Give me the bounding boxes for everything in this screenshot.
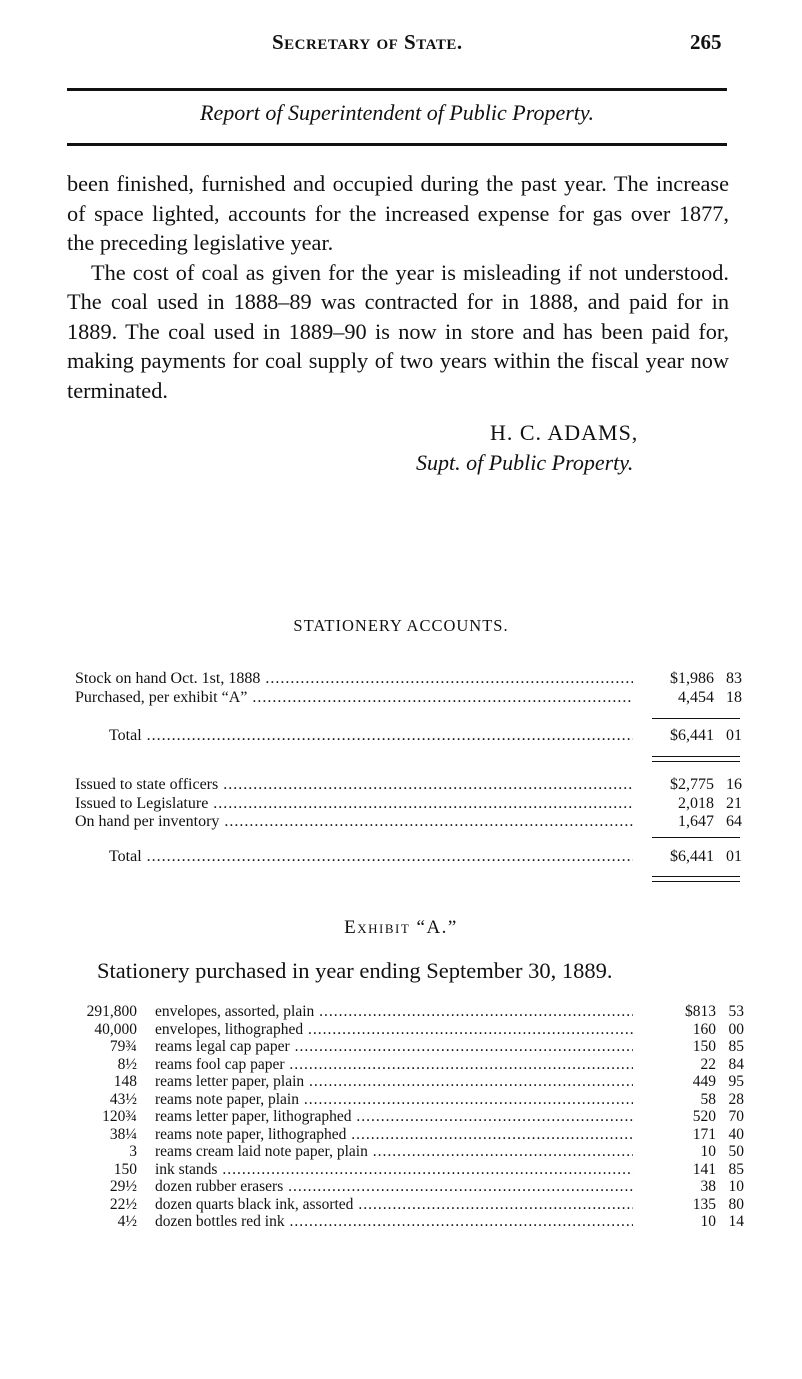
table-row — [75, 1038, 744, 1056]
item-description: dozen quarts black ink, assorted ..... — [155, 1196, 633, 1214]
table-row — [75, 1091, 744, 1109]
row-label: Issued to state officers ..... — [75, 776, 633, 795]
amount-cents: 64 — [726, 813, 742, 830]
amount-cents: 21 — [726, 794, 742, 812]
paragraph: The cost of coal as given for the year is misleading if not understood. The coal used in 1888–89 was contracted for in 1888, and paid for in 1889. The coal used in 1889–90 is now in store and has been paid for, making payments for coal supply of two years within the fiscal year now terminated. — [67, 259, 729, 403]
amount-cents: 01 — [726, 848, 742, 865]
table-row — [75, 795, 742, 814]
sum-rule — [652, 718, 740, 719]
item-quantity: 29½ — [109, 1178, 137, 1195]
amount-dollars: $6,441 — [670, 727, 714, 744]
running-head-title: Secretary of State. — [272, 30, 463, 54]
amount-dollars: 10 — [700, 1143, 716, 1160]
amount-dollars: 22 — [700, 1055, 716, 1073]
item-amount — [676, 1143, 744, 1161]
item-description: envelopes, assorted, plain ..... — [155, 1003, 633, 1021]
total-row-2 — [75, 848, 742, 867]
exhibit-items-table — [75, 1003, 744, 1231]
amount-cents: 40 — [728, 1125, 744, 1143]
row-amount — [678, 813, 742, 832]
item-quantity: 40,000 — [94, 1020, 137, 1038]
table-row — [75, 1056, 744, 1074]
table-row — [75, 1178, 744, 1196]
item-quantity: 79¾ — [109, 1038, 137, 1055]
total-amount — [670, 848, 742, 867]
row-amount — [670, 776, 742, 795]
item-amount — [676, 1196, 744, 1214]
amount-dollars: 520 — [692, 1108, 716, 1125]
amount-cents: 70 — [728, 1108, 744, 1125]
item-description: reams fool cap paper ..... — [155, 1056, 633, 1074]
table-row — [75, 1213, 744, 1231]
amount-cents: 83 — [726, 670, 742, 687]
amount-cents: 50 — [728, 1143, 744, 1160]
amount-dollars: 141 — [692, 1160, 716, 1178]
row-amount — [670, 670, 742, 689]
item-quantity: 4½ — [117, 1213, 137, 1230]
table-row — [75, 1161, 744, 1179]
amount-dollars: $2,775 — [670, 776, 714, 793]
amount-dollars: 449 — [692, 1073, 716, 1090]
paragraph: been finished, furnished and occupied during the past year. The increase of space lighted, accounts for the increased expense for gas over 1877, the preceding legislative year. — [67, 171, 729, 255]
table-row — [75, 689, 742, 708]
item-amount — [676, 1038, 744, 1056]
amount-dollars: 38 — [700, 1178, 716, 1195]
signature-name: H. C. ADAMS, — [490, 420, 639, 445]
item-description: reams note paper, lithographed ..... — [155, 1126, 633, 1144]
receipts-table — [75, 670, 742, 707]
amount-cents: 14 — [728, 1213, 744, 1230]
disbursements-table — [75, 776, 742, 832]
row-amount — [678, 689, 742, 708]
amount-cents: 00 — [728, 1020, 744, 1038]
item-amount — [676, 1178, 744, 1196]
row-label: Stock on hand Oct. 1st, 1888 ..... — [75, 670, 633, 689]
item-description: envelopes, lithographed ..... — [155, 1021, 633, 1039]
item-quantity: 3 — [129, 1143, 137, 1160]
table-row — [75, 776, 742, 795]
amount-dollars: 58 — [700, 1090, 716, 1108]
table-row — [75, 1196, 744, 1214]
amount-cents: 28 — [728, 1090, 744, 1108]
amount-dollars: 171 — [692, 1125, 716, 1143]
item-description: reams cream laid note paper, plain ..... — [155, 1143, 633, 1161]
amount-cents: 10 — [728, 1178, 744, 1195]
item-description: dozen rubber erasers ..... — [155, 1178, 633, 1196]
table-row — [75, 727, 742, 746]
amount-dollars: 2,018 — [678, 794, 714, 812]
item-quantity: 38¼ — [109, 1125, 137, 1143]
item-description: reams letter paper, plain ..... — [155, 1073, 633, 1091]
item-amount — [676, 1021, 744, 1039]
item-amount — [676, 1213, 744, 1231]
top-rule — [67, 88, 727, 91]
item-description: reams letter paper, lithographed ..... — [155, 1108, 633, 1126]
total-amount — [670, 727, 742, 746]
table-row — [75, 1126, 744, 1144]
item-amount — [676, 1091, 744, 1109]
subhead-rule — [67, 143, 727, 146]
amount-cents: 53 — [728, 1003, 744, 1020]
row-label: On hand per inventory ..... — [75, 813, 633, 832]
sum-rule — [652, 837, 740, 838]
item-amount — [676, 1003, 744, 1021]
report-body — [67, 169, 729, 405]
exhibit-title: Exhibit “A.” — [344, 917, 458, 938]
item-amount — [676, 1073, 744, 1091]
table-row — [75, 670, 742, 689]
item-quantity: 291,800 — [86, 1003, 137, 1020]
item-description: reams note paper, plain ..... — [155, 1091, 633, 1109]
item-quantity: 150 — [113, 1160, 137, 1178]
running-head — [0, 30, 802, 60]
amount-dollars: 150 — [692, 1038, 716, 1055]
amount-cents: 85 — [728, 1038, 744, 1055]
total-label: Total ..... — [109, 727, 633, 746]
item-quantity: 8½ — [117, 1055, 137, 1073]
amount-cents: 95 — [728, 1073, 744, 1090]
amount-dollars: 1,647 — [678, 813, 714, 830]
item-amount — [676, 1126, 744, 1144]
row-label: Purchased, per exhibit “A” ..... — [75, 689, 633, 708]
amount-dollars: 135 — [692, 1195, 716, 1213]
item-quantity: 22½ — [109, 1195, 137, 1213]
item-description: dozen bottles red ink ..... — [155, 1213, 633, 1231]
total-label: Total ..... — [109, 848, 633, 867]
amount-dollars: $813 — [685, 1003, 716, 1020]
item-quantity: 43½ — [109, 1090, 137, 1108]
exhibit-subtitle: Stationery purchased in year ending September 30, 1889. — [97, 958, 613, 983]
row-amount — [678, 795, 742, 814]
amount-dollars: $1,986 — [670, 670, 714, 687]
item-quantity: 148 — [113, 1073, 137, 1090]
table-row — [75, 1003, 744, 1021]
amount-cents: 80 — [728, 1195, 744, 1213]
stationery-accounts-title: STATIONERY ACCOUNTS. — [293, 616, 509, 635]
item-description: ink stands ..... — [155, 1161, 633, 1179]
report-subhead: Report of Superintendent of Public Property. — [200, 100, 594, 125]
table-row — [75, 1021, 744, 1039]
row-label: Issued to Legislature ..... — [75, 795, 633, 814]
table-row — [75, 1108, 744, 1126]
total-row-1 — [75, 727, 742, 746]
amount-cents: 85 — [728, 1160, 744, 1178]
item-amount — [676, 1108, 744, 1126]
amount-dollars: 10 — [700, 1213, 716, 1230]
table-row — [75, 848, 742, 867]
table-row — [75, 1073, 744, 1091]
signature-title: Supt. of Public Property. — [416, 450, 634, 475]
amount-dollars: 4,454 — [678, 688, 714, 706]
table-row — [75, 813, 742, 832]
amount-cents: 01 — [726, 727, 742, 744]
item-quantity: 120¾ — [102, 1108, 137, 1125]
double-rule — [652, 756, 740, 762]
amount-cents: 18 — [726, 688, 742, 706]
table-row — [75, 1143, 744, 1161]
page-number: 265 — [690, 30, 722, 54]
amount-dollars: 160 — [692, 1020, 716, 1038]
double-rule — [652, 876, 740, 882]
item-amount — [676, 1056, 744, 1074]
amount-dollars: $6,441 — [670, 848, 714, 865]
item-description: reams legal cap paper ..... — [155, 1038, 633, 1056]
amount-cents: 84 — [728, 1055, 744, 1073]
item-amount — [676, 1161, 744, 1179]
amount-cents: 16 — [726, 776, 742, 793]
